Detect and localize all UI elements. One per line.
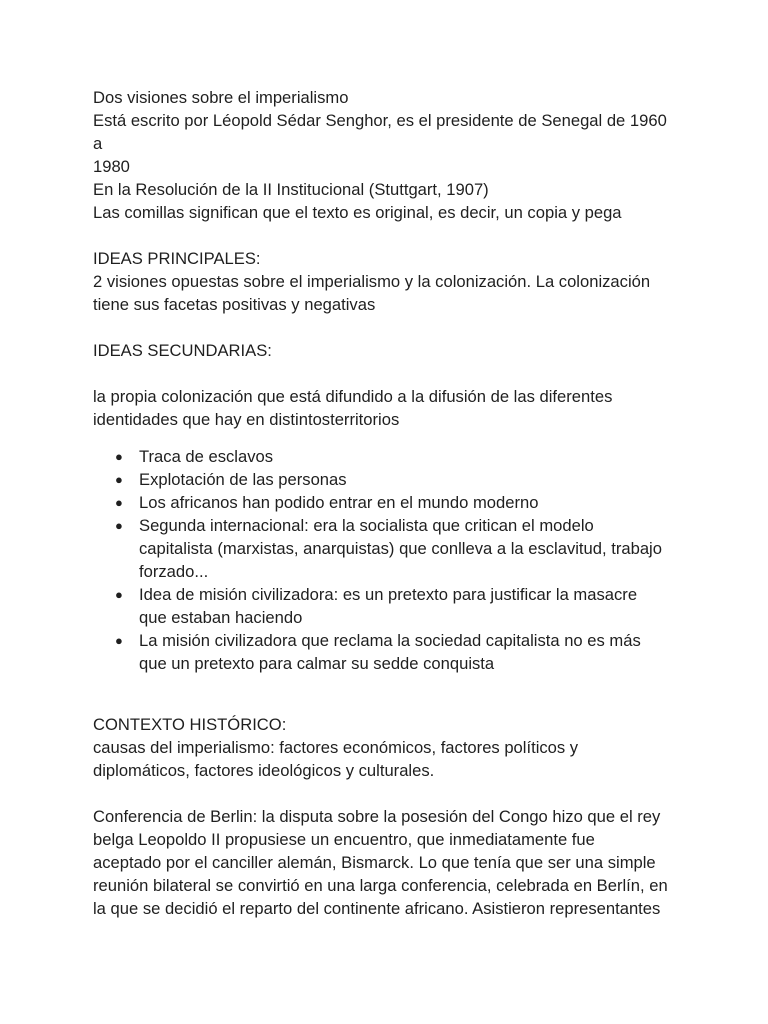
section-heading: IDEAS SECUNDARIAS: (93, 341, 272, 360)
contexto-historico-section (93, 713, 683, 782)
list-item-text: capitalista (marxistas, anarquistas) que conlleva a la esclavitud, trabajo (139, 539, 662, 558)
conferencia-berlin-paragraph (93, 805, 683, 920)
text-line: Las comillas significan que el texto es original, es decir, un copia y pega (93, 203, 622, 222)
bullet-icon: ● (115, 633, 123, 648)
document-page (93, 86, 683, 920)
text-line: Está escrito por Léopold Sédar Senghor, es el presidente de Senegal de 1960 (93, 111, 667, 130)
document-title: Dos visiones sobre el imperialismo (93, 88, 349, 107)
text-line: la propia colonización que está difundido a la difusión de las diferentes (93, 387, 613, 406)
list-item (93, 583, 683, 629)
header-block (93, 86, 683, 224)
list-item-text: Los africanos han podido entrar en el mundo moderno (139, 493, 539, 512)
section-heading: CONTEXTO HISTÓRICO: (93, 715, 287, 734)
text-line: Conferencia de Berlin: la disputa sobre la posesión del Congo hizo que el rey (93, 807, 661, 826)
text-line: a (93, 134, 103, 153)
bullet-icon: ● (115, 472, 123, 487)
paragraph-spacer (93, 431, 683, 445)
list-item-text: Segunda internacional: era la socialista que critican el modelo (139, 516, 594, 535)
text-line: diplomáticos, factores ideológicos y culturales. (93, 761, 435, 780)
text-line: reunión bilateral se convirtió en una larga conferencia, celebrada en Berlín, en (93, 876, 668, 895)
paragraph-spacer (93, 675, 683, 713)
paragraph-spacer (93, 316, 683, 339)
list-item-text: Idea de misión civilizadora: es un pretexto para justificar la masacre (139, 585, 638, 604)
paragraph-spacer (93, 782, 683, 805)
bullet-icon: ● (115, 495, 123, 510)
list-item (93, 491, 683, 514)
bullet-icon: ● (115, 518, 123, 533)
ideas-secundarias-section (93, 339, 683, 675)
list-item-text: que un pretexto para calmar su sedde conquista (139, 654, 495, 673)
text-line: 2 visiones opuestas sobre el imperialismo y la colonización. La colonización (93, 272, 651, 291)
text-line: aceptado por el canciller alemán, Bismarck. Lo que tenía que ser una simple (93, 853, 656, 872)
list-item (93, 629, 683, 675)
text-line: causas del imperialismo: factores económicos, factores políticos y (93, 738, 579, 757)
bullet-list (93, 445, 683, 675)
text-line: la que se decidió el reparto del continente africano. Asistieron representantes (93, 899, 661, 918)
paragraph-spacer (93, 224, 683, 247)
ideas-principales-section (93, 247, 683, 316)
text-line: tiene sus facetas positivas y negativas (93, 295, 376, 314)
section-heading: IDEAS PRINCIPALES: (93, 249, 261, 268)
list-item-text: Explotación de las personas (139, 470, 347, 489)
text-line: En la Resolución de la II Institucional (Stuttgart, 1907) (93, 180, 489, 199)
bullet-icon: ● (115, 587, 123, 602)
list-item-text: que estaban haciendo (139, 608, 303, 627)
text-line: belga Leopoldo II propusiese un encuentro, que inmediatamente fue (93, 830, 595, 849)
list-item-text: La misión civilizadora que reclama la sociedad capitalista no es más (139, 631, 641, 650)
list-item (93, 445, 683, 468)
paragraph-spacer (93, 362, 683, 385)
bullet-icon: ● (115, 449, 123, 464)
list-item (93, 468, 683, 491)
list-item-text: forzado... (139, 562, 209, 581)
list-item-text: Traca de esclavos (139, 447, 274, 466)
text-line: 1980 (93, 157, 130, 176)
list-item (93, 514, 683, 583)
text-line: identidades que hay en distintosterritorios (93, 410, 400, 429)
